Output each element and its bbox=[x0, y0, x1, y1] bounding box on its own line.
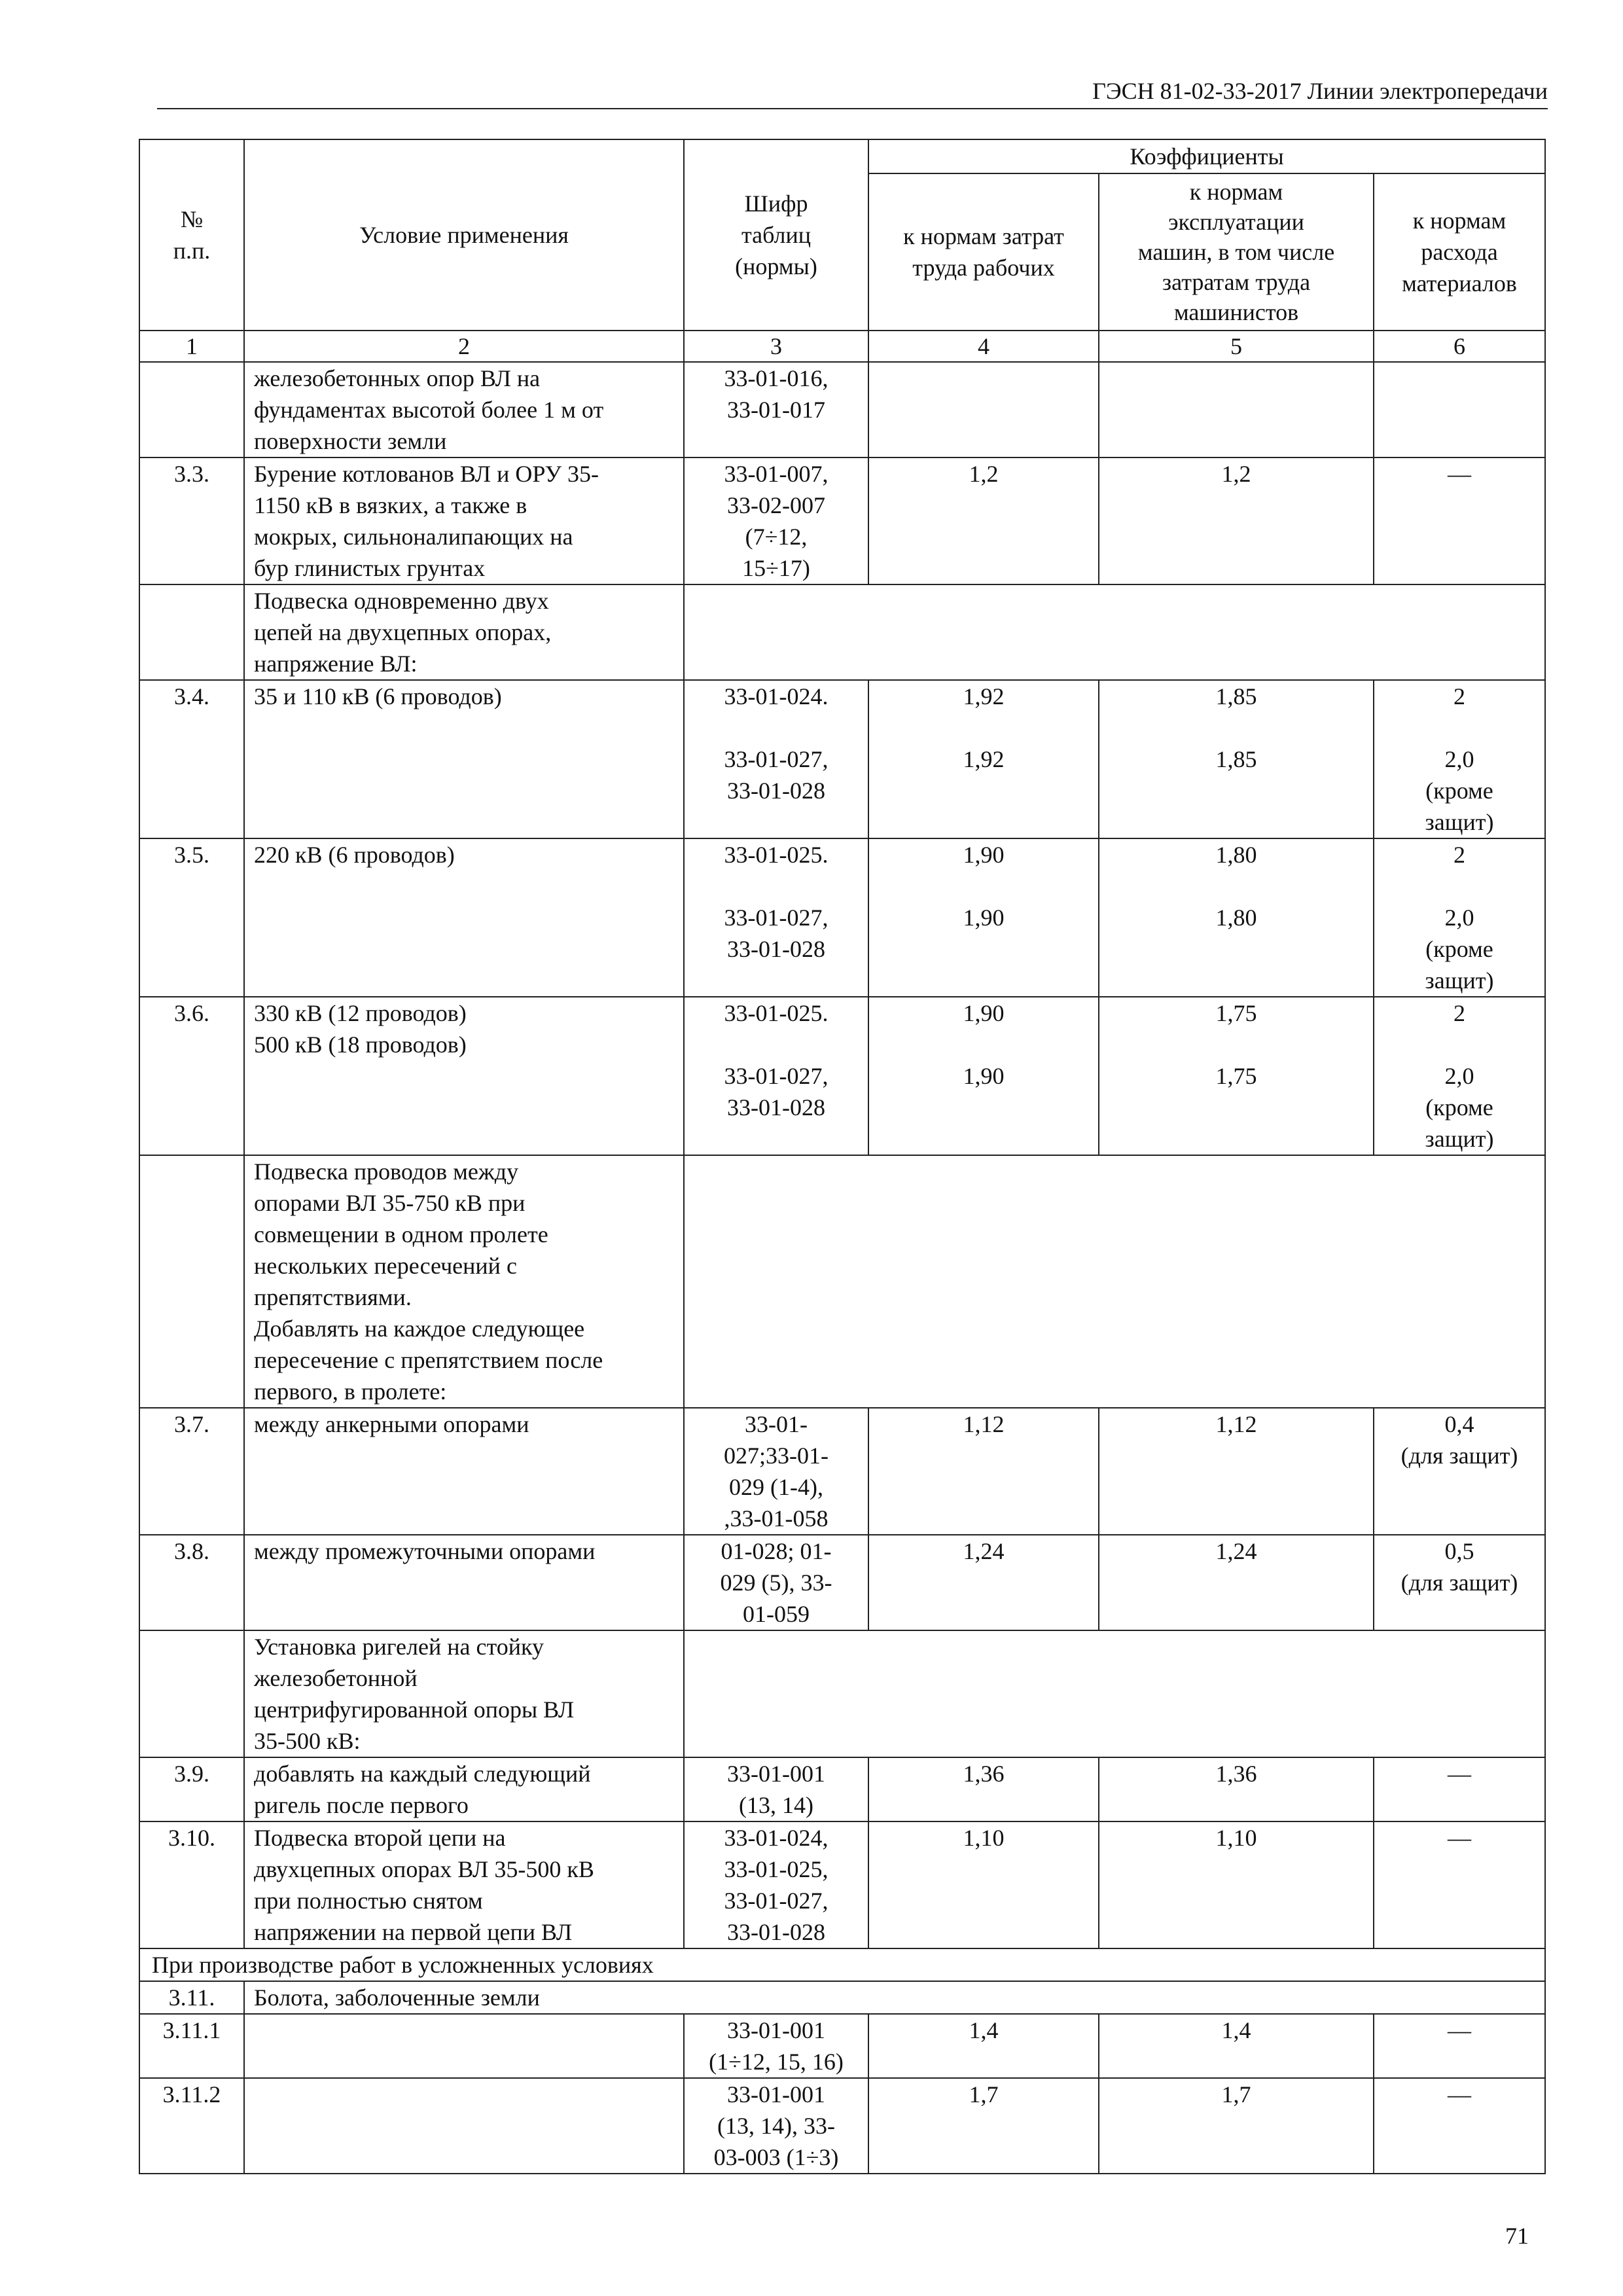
table-row bbox=[139, 1757, 1545, 1821]
row-labor: 1,2 bbox=[868, 457, 1099, 584]
header-num: № п.п. bbox=[139, 139, 244, 331]
header-machines: к нормам эксплуатации машин, в том числе затратам труда машинистов bbox=[1099, 173, 1374, 331]
row-materials: 2 bbox=[1454, 842, 1465, 868]
row-num bbox=[139, 362, 244, 457]
table-group-heading bbox=[139, 584, 1545, 680]
row-condition: 220 кВ (6 проводов) bbox=[244, 838, 684, 997]
table-row bbox=[139, 2078, 1545, 2174]
row-machines: 1,2 bbox=[1099, 457, 1374, 584]
table-section-row bbox=[139, 1948, 1545, 1981]
row-condition: 35 и 110 кВ (6 проводов) bbox=[244, 680, 684, 838]
row-labor: 1,90 bbox=[963, 1063, 1005, 1089]
row-labor: 1,36 bbox=[868, 1757, 1099, 1821]
row-materials: — bbox=[1374, 1821, 1545, 1948]
table-row bbox=[139, 1408, 1545, 1535]
group-heading-text: Подвеска одновременно двух цепей на двухцепных опорах, напряжение ВЛ: bbox=[244, 584, 684, 680]
row-num: 3.5. bbox=[139, 838, 244, 997]
row-condition: железобетонных опор ВЛ на фундаментах высотой более 1 м от поверхности земли bbox=[244, 362, 684, 457]
row-code: 33-01-001 (1÷12, 15, 16) bbox=[684, 2014, 868, 2078]
row-labor: 1,7 bbox=[868, 2078, 1099, 2174]
row-machines: 1,80 bbox=[1215, 842, 1257, 868]
column-number: 1 bbox=[139, 331, 244, 362]
row-labor: 1,90 bbox=[963, 905, 1005, 931]
row-labor: 1,4 bbox=[868, 2014, 1099, 2078]
row-condition: Болота, заболоченные земли bbox=[244, 1981, 1545, 2014]
row-machines: 1,85 bbox=[1215, 746, 1257, 772]
table-row bbox=[139, 2014, 1545, 2078]
column-number: 4 bbox=[868, 331, 1099, 362]
row-labor: 1,24 bbox=[868, 1535, 1099, 1630]
row-code: 33-01-025. bbox=[724, 1000, 829, 1026]
row-num: 3.11.2 bbox=[139, 2078, 244, 2174]
row-labor bbox=[868, 362, 1099, 457]
row-condition bbox=[244, 2014, 684, 2078]
row-materials: — bbox=[1374, 2078, 1545, 2174]
header-coefficients: Коэффициенты bbox=[868, 139, 1545, 173]
row-code: 01-028; 01- 029 (5), 33- 01-059 bbox=[684, 1535, 868, 1630]
row-num: 3.11. bbox=[139, 1981, 244, 2014]
row-code: 33-01-027, 33-01-028 bbox=[724, 905, 829, 962]
row-labor: 1,90 bbox=[963, 1000, 1005, 1026]
row-materials bbox=[1374, 362, 1545, 457]
row-code: 33-01-027, 33-01-028 bbox=[724, 746, 829, 804]
row-num: 3.7. bbox=[139, 1408, 244, 1535]
column-number: 5 bbox=[1099, 331, 1374, 362]
row-materials: 0,5 (для защит) bbox=[1374, 1535, 1545, 1630]
running-header: ГЭСН 81-02-33-2017 Линии электропередачи bbox=[157, 75, 1548, 109]
table-group-heading bbox=[139, 1155, 1545, 1408]
row-materials: — bbox=[1374, 2014, 1545, 2078]
column-number: 6 bbox=[1374, 331, 1545, 362]
header-labor: к нормам затрат труда рабочих bbox=[868, 173, 1099, 331]
row-code: 33-01-024. bbox=[724, 683, 829, 709]
row-machines bbox=[1099, 362, 1374, 457]
group-heading-text: Установка ригелей на стойку железобетонной центрифугированной опоры ВЛ 35-500 кВ: bbox=[244, 1630, 684, 1757]
row-num: 3.8. bbox=[139, 1535, 244, 1630]
table-row bbox=[139, 1535, 1545, 1630]
row-materials: 2 bbox=[1454, 1000, 1465, 1026]
row-condition: Подвеска второй цепи на двухцепных опорах ВЛ 35-500 кВ при полностью снятом напряжении на первой цепи ВЛ bbox=[244, 1821, 684, 1948]
column-number-row bbox=[139, 331, 1545, 362]
row-condition: добавлять на каждый следующий ригель после первого bbox=[244, 1757, 684, 1821]
table-row bbox=[139, 1821, 1545, 1948]
row-labor: 1,90 bbox=[963, 842, 1005, 868]
coefficients-table bbox=[139, 139, 1546, 2174]
column-number: 2 bbox=[244, 331, 684, 362]
page-number: 71 bbox=[1505, 2223, 1529, 2249]
row-labor: 1,10 bbox=[868, 1821, 1099, 1948]
row-code: 33-01-025. bbox=[724, 842, 829, 868]
row-num: 3.11.1 bbox=[139, 2014, 244, 2078]
row-code: 33-01-027, 33-01-028 bbox=[724, 1063, 829, 1121]
row-materials: 2,0 (кроме защит) bbox=[1425, 1063, 1494, 1152]
row-materials: 2,0 (кроме защит) bbox=[1425, 746, 1494, 835]
table-row bbox=[139, 1981, 1545, 2014]
row-machines: 1,10 bbox=[1099, 1821, 1374, 1948]
row-machines: 1,85 bbox=[1215, 683, 1257, 709]
row-machines: 1,80 bbox=[1215, 905, 1257, 931]
row-labor: 1,12 bbox=[868, 1408, 1099, 1535]
row-machines: 1,7 bbox=[1099, 2078, 1374, 2174]
column-number: 3 bbox=[684, 331, 868, 362]
table-row bbox=[139, 680, 1545, 838]
table-group-heading bbox=[139, 1630, 1545, 1757]
row-num: 3.4. bbox=[139, 680, 244, 838]
row-condition bbox=[244, 2078, 684, 2174]
section-title: При производстве работ в усложненных условиях bbox=[139, 1948, 1545, 1981]
row-labor: 1,92 bbox=[963, 746, 1005, 772]
row-materials: 0,4 (для защит) bbox=[1374, 1408, 1545, 1535]
row-labor: 1,92 bbox=[963, 683, 1005, 709]
row-condition: Бурение котлованов ВЛ и ОРУ 35- 1150 кВ в вязких, а также в мокрых, сильноналипающих на бур глинистых грунтах bbox=[244, 457, 684, 584]
row-code: 33-01-024, 33-01-025, 33-01-027, 33-01-028 bbox=[684, 1821, 868, 1948]
row-num: 3.3. bbox=[139, 457, 244, 584]
table-row bbox=[139, 457, 1545, 584]
row-num: 3.9. bbox=[139, 1757, 244, 1821]
row-materials: — bbox=[1374, 457, 1545, 584]
row-materials: 2 bbox=[1454, 683, 1465, 709]
group-heading-text: Подвеска проводов между опорами ВЛ 35-750 кВ при совмещении в одном пролете нескольких пересечений с препятствиями. Добавлять на каждое следующее пересечение с препятствием после первого, в пролете: bbox=[244, 1155, 684, 1408]
row-machines: 1,4 bbox=[1099, 2014, 1374, 2078]
row-condition: 330 кВ (12 проводов) 500 кВ (18 проводов) bbox=[244, 997, 684, 1155]
row-machines: 1,36 bbox=[1099, 1757, 1374, 1821]
row-materials: — bbox=[1374, 1757, 1545, 1821]
row-machines: 1,75 bbox=[1215, 1000, 1257, 1026]
header-code: Шифр таблиц (нормы) bbox=[684, 139, 868, 331]
row-machines: 1,12 bbox=[1099, 1408, 1374, 1535]
header-condition: Условие применения bbox=[244, 139, 684, 331]
row-code: 33-01-001 (13, 14), 33- 03-003 (1÷3) bbox=[684, 2078, 868, 2174]
table-row bbox=[139, 997, 1545, 1155]
row-num: 3.10. bbox=[139, 1821, 244, 1948]
table-row bbox=[139, 362, 1545, 457]
row-code: 33-01- 027;33-01- 029 (1-4), ,33-01-058 bbox=[684, 1408, 868, 1535]
row-condition: между промежуточными опорами bbox=[244, 1535, 684, 1630]
table-row bbox=[139, 838, 1545, 997]
row-code: 33-01-001 (13, 14) bbox=[684, 1757, 868, 1821]
row-machines: 1,24 bbox=[1099, 1535, 1374, 1630]
row-materials: 2,0 (кроме защит) bbox=[1425, 905, 1494, 994]
header-materials: к нормам расхода материалов bbox=[1374, 173, 1545, 331]
row-code: 33-01-016, 33-01-017 bbox=[684, 362, 868, 457]
row-machines: 1,75 bbox=[1215, 1063, 1257, 1089]
row-num: 3.6. bbox=[139, 997, 244, 1155]
row-code: 33-01-007, 33-02-007 (7÷12, 15÷17) bbox=[684, 457, 868, 584]
row-condition: между анкерными опорами bbox=[244, 1408, 684, 1535]
